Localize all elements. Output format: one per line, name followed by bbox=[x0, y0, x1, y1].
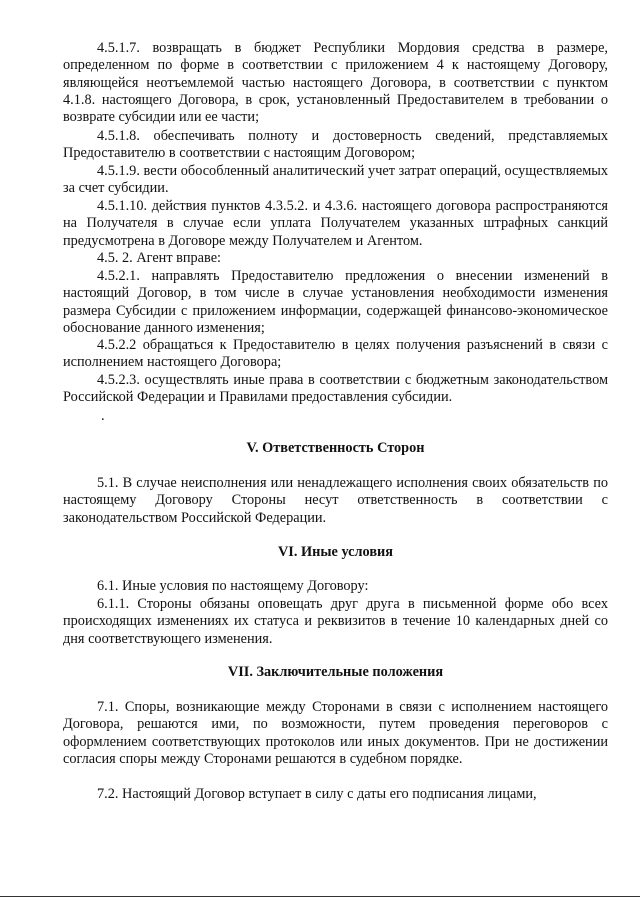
clause-5-1: 5.1. В случае неисполнения или ненадлежащего исполнения своих обязательств по настоящему Договору Стороны несут ответственность в соответствии с законодательством Российской Федерации. bbox=[63, 475, 608, 526]
clause-4-5-1-7: 4.5.1.7. возвращать в бюджет Республики Мордовия средства в размере, определенном по форме в соответствии с приложением 4 к настоящему Договору, являющейся неотъемлемой частью настоящего Договора, в соответствии с пунктом 4.1.8. настоящего Договора, в срок, установленный Предоставителем в требовании о возврате субсидии или ее части; bbox=[63, 40, 608, 126]
clause-4-5-2-3: 4.5.2.3. осуществлять иные права в соответствии с бюджетным законодательством Российской Федерации и Правилами предоставления субсидии. bbox=[63, 372, 608, 406]
clause-6-1-1: 6.1.1. Стороны обязаны оповещать друг друга в письменной форме обо всех происходящих изменениях их статуса и реквизитов в течение 10 календарных дней со дня соответствующего изменения. bbox=[63, 596, 608, 647]
section-6-heading: VI. Иные условия bbox=[277, 544, 394, 560]
page-bottom-rule bbox=[0, 896, 640, 897]
clause-4-5-2-2: 4.5.2.2 обращаться к Предоставителю в целях получения разъяснений в связи с исполнением настоящего Договора; bbox=[63, 337, 608, 371]
clause-7-1: 7.1. Споры, возникающие между Сторонами в связи с исполнением настоящего Договора, решаются ими, по возможности, путем проведения переговоров с оформлением соответствующих протоколов или иных документов. При не достижении согласия споры между Сторонами решаются в судебном порядке. bbox=[63, 699, 608, 767]
clause-4-5-2: 4.5. 2. Агент вправе: bbox=[97, 250, 222, 266]
clause-4-5-1-10: 4.5.1.10. действия пунктов 4.3.5.2. и 4.3.6. настоящего договора распространяются на Получателя в случае если уплата Получателем указанных штрафных санкций предусмотрена в Договоре между Получателем и Агентом. bbox=[63, 198, 608, 249]
section-5-heading: V. Ответственность Сторон bbox=[246, 440, 425, 456]
clause-6-1: 6.1. Иные условия по настоящему Договору: bbox=[97, 578, 369, 594]
section-7-heading: VII. Заключительные положения bbox=[227, 664, 444, 680]
stray-mark: . bbox=[101, 408, 105, 424]
clause-4-5-2-1: 4.5.2.1. направлять Предоставителю предложения о внесении изменений в настоящий Договор, в том числе в случае установления необходимости изменения размера Субсидии с приложением информации, содержащей финансово-экономическое обоснование данного изменения; bbox=[63, 268, 608, 336]
clause-4-5-1-8: 4.5.1.8. обеспечивать полноту и достоверность сведений, представляемых Предоставителю в соответствии с настоящим Договором; bbox=[63, 128, 608, 162]
clause-7-2: 7.2. Настоящий Договор вступает в силу с даты его подписания лицами, bbox=[97, 786, 537, 802]
clause-4-5-1-9: 4.5.1.9. вести обособленный аналитический учет затрат операций, осуществляемых за счет субсидии. bbox=[63, 163, 608, 197]
